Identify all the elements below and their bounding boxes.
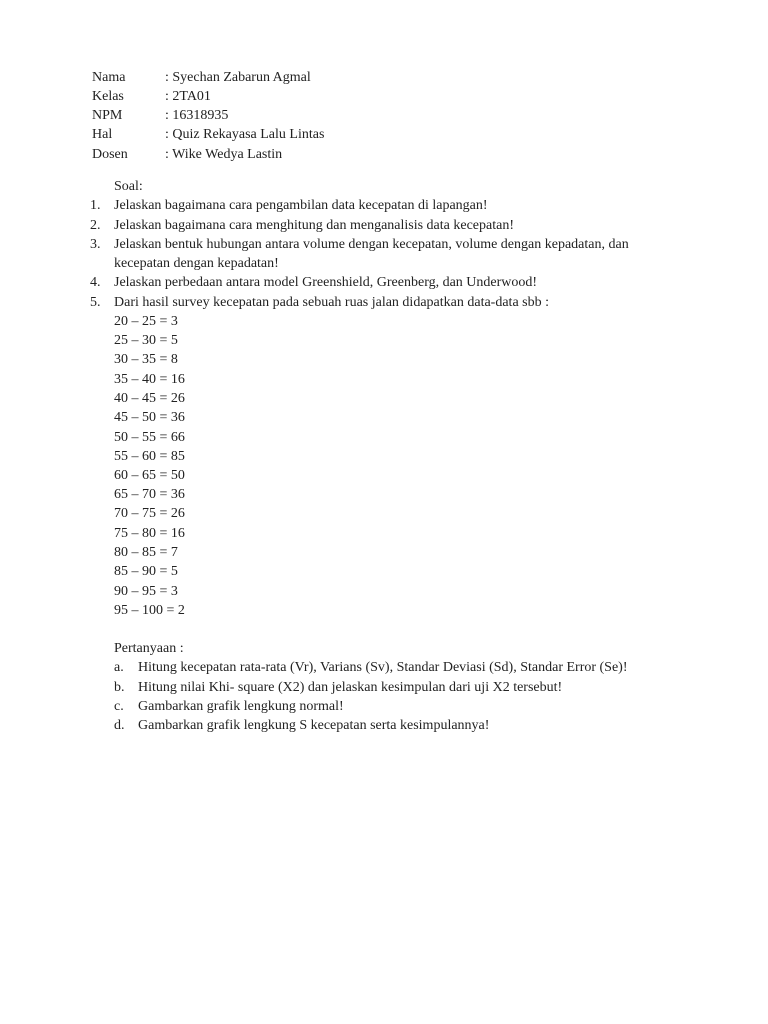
- data-line: 85 – 90 = 5: [114, 564, 178, 579]
- header-value-dosen: : Wike Wedya Lastin: [165, 147, 283, 162]
- data-line: 50 – 55 = 66: [114, 430, 185, 445]
- question-text: Dari hasil survey kecepatan pada sebuah ruas jalan didapatkan data-data sbb :: [114, 295, 549, 310]
- data-line: 25 – 30 = 5: [114, 333, 178, 348]
- question-text: Jelaskan perbedaan antara model Greenshield, Greenberg, dan Underwood!: [114, 275, 538, 290]
- data-line: 95 – 100 = 2: [114, 603, 185, 618]
- sub-question-letter: d.: [114, 718, 125, 733]
- header-label-npm: NPM: [92, 108, 123, 123]
- question-text: Jelaskan bagaimana cara pengambilan data kecepatan di lapangan!: [114, 198, 488, 213]
- data-line: 20 – 25 = 3: [114, 314, 178, 329]
- question-number: 5.: [90, 295, 101, 310]
- header-value-nama: : Syechan Zabarun Agmal: [165, 70, 311, 85]
- header-label-nama: Nama: [92, 70, 126, 85]
- data-line: 90 – 95 = 3: [114, 584, 178, 599]
- question-number: 1.: [90, 198, 101, 213]
- data-line: 40 – 45 = 26: [114, 391, 185, 406]
- data-line: 45 – 50 = 36: [114, 410, 185, 425]
- header-label-hal: Hal: [92, 127, 113, 142]
- data-line: 30 – 35 = 8: [114, 352, 178, 367]
- data-line: 75 – 80 = 16: [114, 526, 185, 541]
- sub-question-text: Gambarkan grafik lengkung normal!: [138, 699, 344, 714]
- data-line: 80 – 85 = 7: [114, 545, 178, 560]
- header-label-dosen: Dosen: [92, 147, 128, 162]
- question-text: Jelaskan bentuk hubungan antara volume dengan kecepatan, volume dengan kepadatan, dan: [114, 237, 629, 252]
- sub-question-letter: a.: [114, 660, 124, 675]
- data-line: 35 – 40 = 16: [114, 372, 185, 387]
- pertanyaan-heading: Pertanyaan :: [114, 641, 184, 656]
- sub-question-letter: b.: [114, 680, 125, 695]
- data-line: 65 – 70 = 36: [114, 487, 185, 502]
- data-line: 55 – 60 = 85: [114, 449, 185, 464]
- header-label-kelas: Kelas: [92, 89, 124, 104]
- sub-question-text: Hitung kecepatan rata-rata (Vr), Varians (Sv), Standar Deviasi (Sd), Standar Error (Se)!: [138, 660, 628, 675]
- header-value-hal: : Quiz Rekayasa Lalu Lintas: [165, 127, 325, 142]
- question-number: 2.: [90, 218, 101, 233]
- question-text-continued: kecepatan dengan kepadatan!: [114, 256, 279, 271]
- header-value-npm: : 16318935: [165, 108, 229, 123]
- sub-question-text: Hitung nilai Khi- square (X2) dan jelaskan kesimpulan dari uji X2 tersebut!: [138, 680, 563, 695]
- question-number: 4.: [90, 275, 101, 290]
- sub-question-text: Gambarkan grafik lengkung S kecepatan serta kesimpulannya!: [138, 718, 490, 733]
- sub-question-letter: c.: [114, 699, 124, 714]
- header-value-kelas: : 2TA01: [165, 89, 211, 104]
- question-text: Jelaskan bagaimana cara menghitung dan menganalisis data kecepatan!: [114, 218, 514, 233]
- question-number: 3.: [90, 237, 101, 252]
- data-line: 70 – 75 = 26: [114, 506, 185, 521]
- soal-heading: Soal:: [114, 179, 143, 194]
- data-line: 60 – 65 = 50: [114, 468, 185, 483]
